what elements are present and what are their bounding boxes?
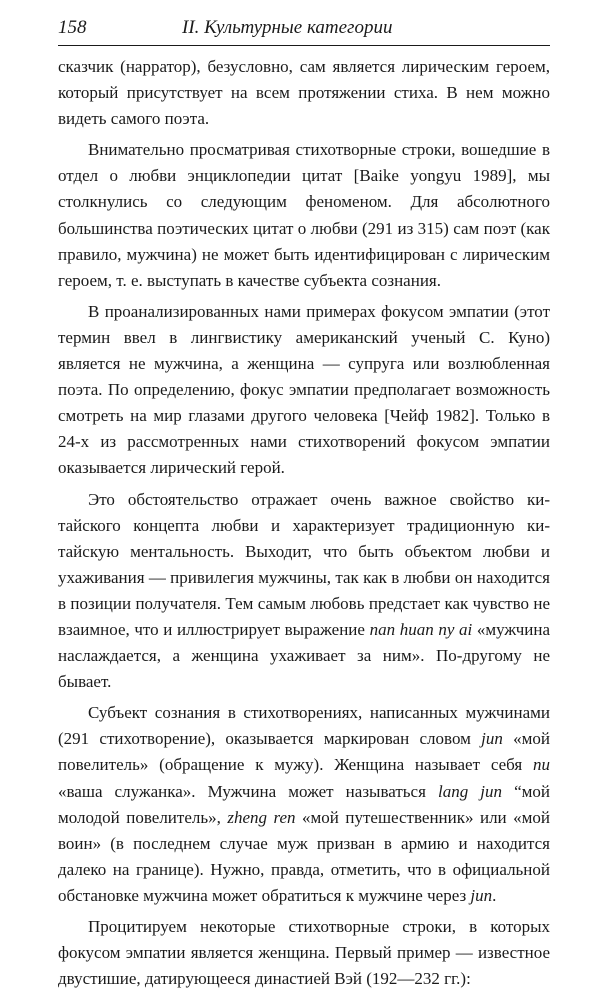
italic-term: nan huan ny ai <box>369 619 473 639</box>
italic-term: jun <box>470 885 493 905</box>
italic-term: zheng ren <box>227 807 296 827</box>
page-number: 158 <box>58 17 87 38</box>
italic-term: nu <box>533 755 550 775</box>
text-span: Процитируем некоторые стихотворные строки, в которых фокусом эмпатии является женщина. Первый пример — известное двустишие, датирующееся династией Вэй (192—232 гг.): <box>58 917 550 989</box>
text-span: Внимательно просматривая стихотворные строки, вошедшие в отдел о любви энциклопедии цитат [Baike yongyu 1989], мы столкнулись со следующим феноменом. Для абсолютного большинства поэтических цитат о любви (291 из 315) сам поэт (как правило, мужчина) не может быть идентифицирован с лирическим героем, т. е. выступать в качестве субъекта сознания. <box>58 140 550 290</box>
paragraph-2 <box>58 137 550 294</box>
italic-term: lang jun <box>438 781 503 801</box>
text-span: «мужчина наслаждается, а женщина ухаживает за ним». По-другому не бывает. <box>58 619 550 692</box>
text-span: . <box>492 885 497 905</box>
text-span: Субъект сознания в стихотворениях, написанных мужчинами (291 стихотворение), оказывается маркирован словом <box>58 703 550 749</box>
book-page <box>58 14 550 992</box>
text-span: сказчик (нарратор), безусловно, сам является лирическим героем, который присутствует на всем протяжении стиха. В нем можно видеть самого поэта. <box>58 57 550 129</box>
text-span: Это обстоятельство отражает очень важное свойство китайского концепта любви и характеризует традиционную китайскую ментальность. Выходит, что быть объектом любви и ухаживания — привилегия мужчины, так как в любви он находится в позиции получателя. Тем самым любовь предстает как чувство не взаимное, что и иллюстрирует выражение <box>58 489 550 639</box>
running-head <box>58 14 550 46</box>
paragraph-6 <box>58 914 550 992</box>
text-span: “мой молодой повелитель», <box>58 781 551 827</box>
paragraph-4 <box>58 487 550 696</box>
text-span: «ваша служанка». Мужчина может называться <box>58 781 438 801</box>
paragraph-5 <box>58 700 550 909</box>
body-text <box>58 54 550 992</box>
paragraph-3 <box>58 299 550 482</box>
italic-term: jun <box>481 729 503 749</box>
paragraph-1 <box>58 54 550 132</box>
text-span: «мой повелитель» (обращение к мужу). Женщина называет себя <box>58 729 551 775</box>
text-span: «мой путешественник» или «мой воин» (в последнем случае муж призван в армию и находится далеко на границе). Нужно, правда, отметить, что в официальной обстановке мужчина может обратиться к мужчине через <box>58 807 550 905</box>
chapter-title: II. Культурные категории <box>182 17 393 38</box>
text-span: В проанализированных нами примерах фокусом эмпатии (этот термин ввел в лингвистику американский ученый С. Куно) является не мужчина, а женщина — супруга или возлюбленная поэта. По определению, фокус эмпатии предполагает возможность смотреть на мир глазами другого человека [Чейф 1982]. Только в 24-х из рассмотренных нами стихотворений фокусом эмпатии оказывается лирический герой. <box>58 301 550 478</box>
